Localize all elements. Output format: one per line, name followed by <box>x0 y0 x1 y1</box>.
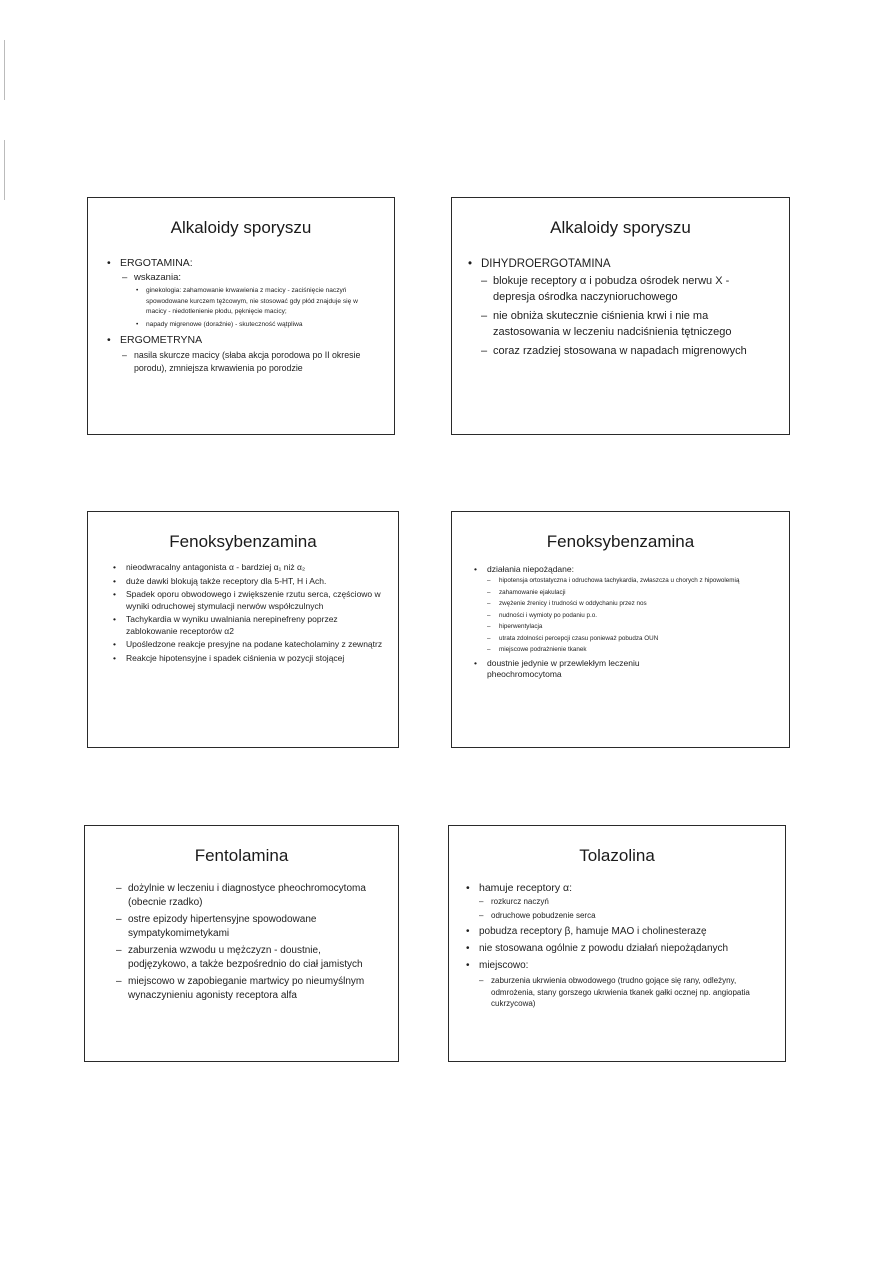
list-item: • Upośledzone reakcje presyjne na podane katecholaminy z zewnątrz <box>113 639 384 651</box>
slide-title: Fenoksybenzamina <box>546 532 695 551</box>
bullet-list <box>474 564 775 681</box>
list-item: • ERGOMETRYNA – nasila skurcze macicy (słaba akcja porodowa po II okresie porodu), zmniejsza krwawienia po porodzie <box>107 334 380 375</box>
bullet-list <box>113 562 384 664</box>
slide-title: Alkaloidy sporyszu <box>170 218 312 237</box>
list-item: • nieodwracalny antagonista α - bardziej α₁ niż α₂ <box>113 562 384 574</box>
slide-title: Tolazolina <box>579 846 655 865</box>
list-item: – zwężenie źrenicy i trudności w oddychaniu przez nos <box>487 599 775 609</box>
list-item: – blokuje receptory α i pobudza ośrodek nerwu X - depresja ośrodka naczynioruchowego <box>481 273 773 305</box>
list-item: • DIHYDROERGOTAMINA – blokuje receptory α i pobudza ośrodek nerwu X - depresja ośrodka naczynioruchowego – nie obniża skutecznie ciśnienia krwi i nie ma zastosowania w leczeniu nadciśnienia tętniczego – coraz rzadziej stosowana w napadach migrenowych <box>468 258 773 359</box>
list-item: – hiperwentylacja <box>487 622 775 632</box>
dash-list <box>116 882 374 1003</box>
list-item: • doustnie jedynie w przewlekłym leczeniu pheochromocytoma <box>474 658 775 681</box>
slide-title: Alkaloidy sporyszu <box>550 218 691 237</box>
slide-fenoksybenzamina-1 <box>87 511 399 748</box>
slide-title: Fentolamina <box>194 846 289 865</box>
list-item: – rozkurcz naczyń <box>479 896 769 908</box>
list-item: • Spadek oporu obwodowego i zwiększenie rzutu serca, częściowo w wyniki odruchowej stymulacji nerwów współczulnych <box>113 589 384 612</box>
bullet-list <box>107 257 380 375</box>
list-item: – wskazania: • ginekologia: zahamowanie krwawienia z macicy - zaciśnięcie naczyń spowodowane kurczem tężcowym, nie stosować gdy płód znajduje się w macicy - niedotlenienie płodu, pęknięcie macicy; • napady migrenowe (doraźnie) - skuteczność wątpliwa <box>122 272 380 330</box>
bullet-list <box>466 882 769 1010</box>
list-item: • działania niepożądane: – hipotensja ortostatyczna i odruchowa tachykardia, zwłaszcza u chorych z hipowolemią – zahamowanie ejakulacji – zwężenie źrenicy i trudności w oddychaniu przez nos – nudności i wymioty po podaniu p.o. – hiperwentylacja – utrata zdolności percepcji czasu ponieważ pobudza OUN – miejscowe podrażnienie tkanek <box>474 564 775 655</box>
list-item: • pobudza receptory β, hamuje MAO i cholinesterazę <box>466 925 769 939</box>
list-item: – utrata zdolności percepcji czasu ponieważ pobudza OUN <box>487 634 775 644</box>
list-item: • hamuje receptory α: – rozkurcz naczyń – odruchowe pobudzenie serca <box>466 882 769 922</box>
list-item: – nie obniża skutecznie ciśnienia krwi i nie ma zastosowania w leczeniu nadciśnienia tętniczego <box>481 308 773 340</box>
bullet-list <box>468 258 773 359</box>
list-item: – dożylnie w leczeniu i diagnostyce pheochromocytoma (obecnie rzadko) <box>116 882 374 910</box>
list-item: • ERGOTAMINA: – wskazania: • ginekologia: zahamowanie krwawienia z macicy - zaciśnięcie naczyń spowodowane kurczem tężcowym, nie stosować gdy płód znajduje się w macicy - niedotlenienie płodu, pęknięcie macicy; • napady migrenowe (doraźnie) - skuteczność wątpliwa <box>107 257 380 330</box>
list-item: • Reakcje hipotensyjne i spadek ciśnienia w pozycji stojącej <box>113 653 384 665</box>
list-item: – odruchowe pobudzenie serca <box>479 910 769 922</box>
scan-edge-mark <box>4 40 5 100</box>
list-item: • duże dawki blokują także receptory dla 5-HT, H i Ach. <box>113 576 384 588</box>
list-item: – nudności i wymioty po podaniu p.o. <box>487 611 775 621</box>
slide-alkaloidy-sporyszu-2 <box>451 197 790 435</box>
slide-fenoksybenzamina-2 <box>451 511 790 748</box>
list-item: – hipotensja ortostatyczna i odruchowa tachykardia, zwłaszcza u chorych z hipowolemią <box>487 576 775 586</box>
list-item: – nasila skurcze macicy (słaba akcja porodowa po II okresie porodu), zmniejsza krwawienia po porodzie <box>122 349 380 375</box>
list-item: – miejscowo w zapobieganie martwicy po nieumyślnym wynaczynieniu agonisty receptora alfa <box>116 975 374 1003</box>
scan-edge-mark <box>4 140 5 200</box>
list-item: • napady migrenowe (doraźnie) - skuteczność wątpliwa <box>136 320 380 331</box>
list-item: • ginekologia: zahamowanie krwawienia z macicy - zaciśnięcie naczyń spowodowane kurczem tężcowym, nie stosować gdy płód znajduje się w macicy - niedotlenienie płodu, pęknięcie macicy; <box>136 286 380 318</box>
list-item: • nie stosowana ogólnie z powodu działań niepożądanych <box>466 942 769 956</box>
list-item: – zahamowanie ejakulacji <box>487 588 775 598</box>
list-item: – coraz rzadziej stosowana w napadach migrenowych <box>481 343 773 359</box>
list-item: • Tachykardia w wyniku uwalniania nerepinefreny poprzez zablokowanie receptorów α2 <box>113 614 384 637</box>
list-item: – ostre epizody hipertensyjne spowodowane sympatykomimetykami <box>116 913 374 941</box>
slide-title: Fenoksybenzamina <box>169 532 317 551</box>
slide-fentolamina <box>84 825 399 1062</box>
list-item: – miejscowe podrażnienie tkanek <box>487 645 775 655</box>
list-item: • miejscowo: – zaburzenia ukrwienia obwodowego (trudno gojące się rany, odleżyny, odmrożenia, stany gorszego ukrwienia tkanek gałki ocznej np. angiopatia cukrzycowa) <box>466 959 769 1010</box>
list-item: – zaburzenia wzwodu u mężczyzn - doustnie, podjęzykowo, a także bezpośrednio do ciał jamistych <box>116 944 374 972</box>
slide-tolazolina <box>448 825 786 1062</box>
slide-alkaloidy-sporyszu-1 <box>87 197 395 435</box>
list-item: – zaburzenia ukrwienia obwodowego (trudno gojące się rany, odleżyny, odmrożenia, stany gorszego ukrwienia tkanek gałki ocznej np. angiopatia cukrzycowa) <box>479 975 769 1010</box>
